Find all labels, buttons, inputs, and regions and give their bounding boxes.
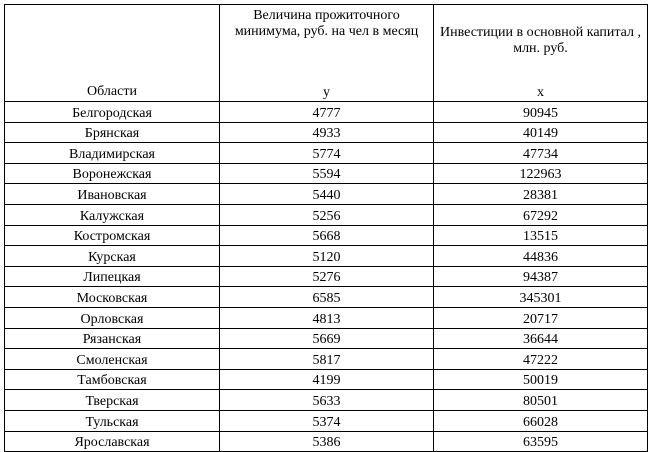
investment-cell: 40149: [434, 122, 648, 143]
region-cell: Воронежская: [5, 163, 220, 184]
region-cell: Ярославская: [5, 431, 220, 452]
x-symbol: x: [434, 83, 648, 102]
subsistence-minimum-cell: 5440: [220, 184, 434, 205]
region-cell: Курская: [5, 246, 220, 267]
subsistence-minimum-cell: 5276: [220, 266, 434, 287]
subsistence-minimum-cell: 4813: [220, 307, 434, 328]
region-cell: Тверская: [5, 390, 220, 411]
investment-cell: 345301: [434, 287, 648, 308]
investment-cell: 50019: [434, 369, 648, 390]
subsistence-minimum-cell: 5386: [220, 431, 434, 452]
table-row: [5, 307, 648, 328]
investment-cell: 90945: [434, 102, 648, 123]
investment-cell: 66028: [434, 410, 648, 431]
region-cell: Костромская: [5, 225, 220, 246]
table-row: [5, 225, 648, 246]
table-row: [5, 390, 648, 411]
investment-cell: 13515: [434, 225, 648, 246]
subsistence-minimum-cell: 6585: [220, 287, 434, 308]
region-cell: Орловская: [5, 307, 220, 328]
subsistence-minimum-cell: 5774: [220, 143, 434, 164]
y-symbol: y: [220, 83, 434, 102]
table-row: [5, 204, 648, 225]
region-cell: Ивановская: [5, 184, 220, 205]
region-cell: Тамбовская: [5, 369, 220, 390]
region-cell: Смоленская: [5, 349, 220, 370]
subsistence-minimum-column-header: Величина прожиточного минимума, руб. на чел в месяц: [220, 5, 434, 84]
table-row: [5, 102, 648, 123]
table-row: [5, 287, 648, 308]
table-row: [5, 184, 648, 205]
header-row: [5, 5, 648, 84]
investment-cell: 94387: [434, 266, 648, 287]
table-row: [5, 431, 648, 452]
table-row: [5, 122, 648, 143]
table-row: [5, 163, 648, 184]
investment-cell: 80501: [434, 390, 648, 411]
table-row: [5, 328, 648, 349]
subsistence-minimum-cell: 5120: [220, 246, 434, 267]
table-row: [5, 246, 648, 267]
investment-cell: 44836: [434, 246, 648, 267]
region-cell: Московская: [5, 287, 220, 308]
region-cell: Брянская: [5, 122, 220, 143]
subsistence-minimum-cell: 5669: [220, 328, 434, 349]
table-row: [5, 143, 648, 164]
investment-cell: 36644: [434, 328, 648, 349]
table-row: [5, 410, 648, 431]
subsistence-minimum-cell: 4199: [220, 369, 434, 390]
region-cell: Тульская: [5, 410, 220, 431]
region-cell: Белгородская: [5, 102, 220, 123]
investment-cell: 28381: [434, 184, 648, 205]
subsistence-minimum-cell: 5256: [220, 204, 434, 225]
investment-cell: 63595: [434, 431, 648, 452]
subsistence-minimum-cell: 5594: [220, 163, 434, 184]
subsistence-minimum-cell: 5633: [220, 390, 434, 411]
table-row: [5, 349, 648, 370]
table-row: [5, 266, 648, 287]
investment-cell: 122963: [434, 163, 648, 184]
region-cell: Рязанская: [5, 328, 220, 349]
table-row: [5, 369, 648, 390]
subsistence-minimum-cell: 5374: [220, 410, 434, 431]
subsistence-minimum-cell: 5668: [220, 225, 434, 246]
investment-cell: 20717: [434, 307, 648, 328]
data-table: [4, 4, 648, 452]
region-cell: Владимирская: [5, 143, 220, 164]
subsistence-minimum-cell: 5817: [220, 349, 434, 370]
regions-column-header: Области: [5, 5, 220, 102]
region-cell: Калужская: [5, 204, 220, 225]
subsistence-minimum-cell: 4933: [220, 122, 434, 143]
subsistence-minimum-cell: 4777: [220, 102, 434, 123]
region-cell: Липецкая: [5, 266, 220, 287]
investment-cell: 47222: [434, 349, 648, 370]
investment-cell: 67292: [434, 204, 648, 225]
investment-column-header: Инвестиции в основной капитал , млн. руб.: [434, 5, 648, 84]
investment-cell: 47734: [434, 143, 648, 164]
